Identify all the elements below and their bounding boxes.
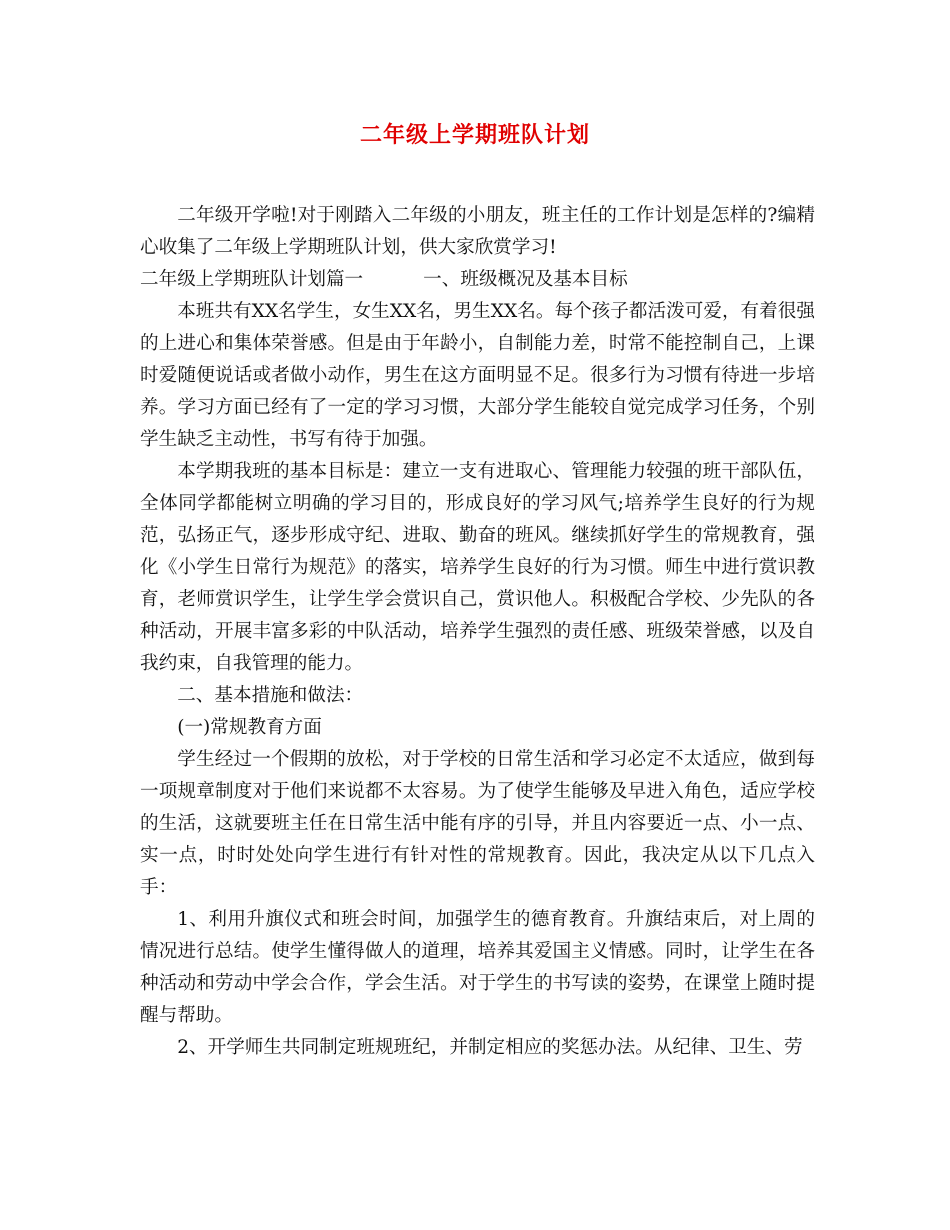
goals-paragraph: 本学期我班的基本目标是：建立一支有进取心、管理能力较强的班干部队伍，全体同学都能树立明确的学习目的，形成良好的学习风气;培养学生良好的行为规范，弘扬正气，逐步形成守纪、进取、勤奋的班风。继续抓好学生的常规教育，强化《小学生日常行为规范》的落实，培养学生良好的行为习惯。师生中进行赏识教育，老师赏识学生，让学生学会赏识自己，赏识他人。积极配合学校、少先队的各种活动，开展丰富多彩的中队活动，培养学生强烈的责任感、班级荣誉感，以及自我约束，自我管理的能力。 — [140, 461, 815, 674]
document-body — [140, 200, 815, 1064]
section-two-heading: 二、基本措施和做法： — [177, 685, 364, 706]
class-overview-paragraph: 本班共有XX名学生，女生XX名，男生XX名。每个孩子都活泼可爱，有着很强的上进心和集体荣誉感。但是由于年龄小，自制能力差，时常不能控制自己，上课时爱随便说话或者做小动作，男生在这方面明显不足。很多行为习惯有待进一步培养。学习方面已经有了一定的学习习惯，大部分学生能较自觉完成学习任务，个别学生缺乏主动性，书写有待于加强。 — [140, 301, 815, 450]
section-heading-line — [140, 264, 815, 296]
item-one-paragraph: 1、利用升旗仪式和班会时间，加强学生的德育教育。升旗结束后，对上周的情况进行总结。使学生懂得做人的道理，培养其爱国主义情感。同时，让学生在各种活动和劳动中学会合作，学会生活。对于学生的书写读的姿势，在课堂上随时提醒与帮助。 — [140, 909, 815, 1026]
plan-heading: 二年级上学期班队计划篇一 — [140, 269, 364, 290]
intro-paragraph: 二年级开学啦!对于刚踏入二年级的小朋友，班主任的工作计划是怎样的?编精心收集了二年级上学期班队计划，供大家欣赏学习! — [140, 205, 815, 258]
section-one-heading: 一、班级概况及基本目标 — [423, 269, 628, 290]
subsection-heading: (一)常规教育方面 — [177, 717, 322, 738]
document-title: 二年级上学期班队计划 — [359, 122, 590, 148]
item-two-paragraph: 2、开学师生共同制定班规班纪，并制定相应的奖惩办法。从纪律、卫生、劳 — [177, 1037, 803, 1058]
routine-education-paragraph: 学生经过一个假期的放松，对于学校的日常生活和学习必定不太适应，做到每一项规章制度对于他们来说都不太容易。为了使学生能够及早进入角色，适应学校的生活，这就要班主任在日常生活中能有序的引导，并且内容要近一点、小一点、实一点，时时处处向学生进行有针对性的常规教育。因此，我决定从以下几点入手： — [140, 749, 815, 898]
